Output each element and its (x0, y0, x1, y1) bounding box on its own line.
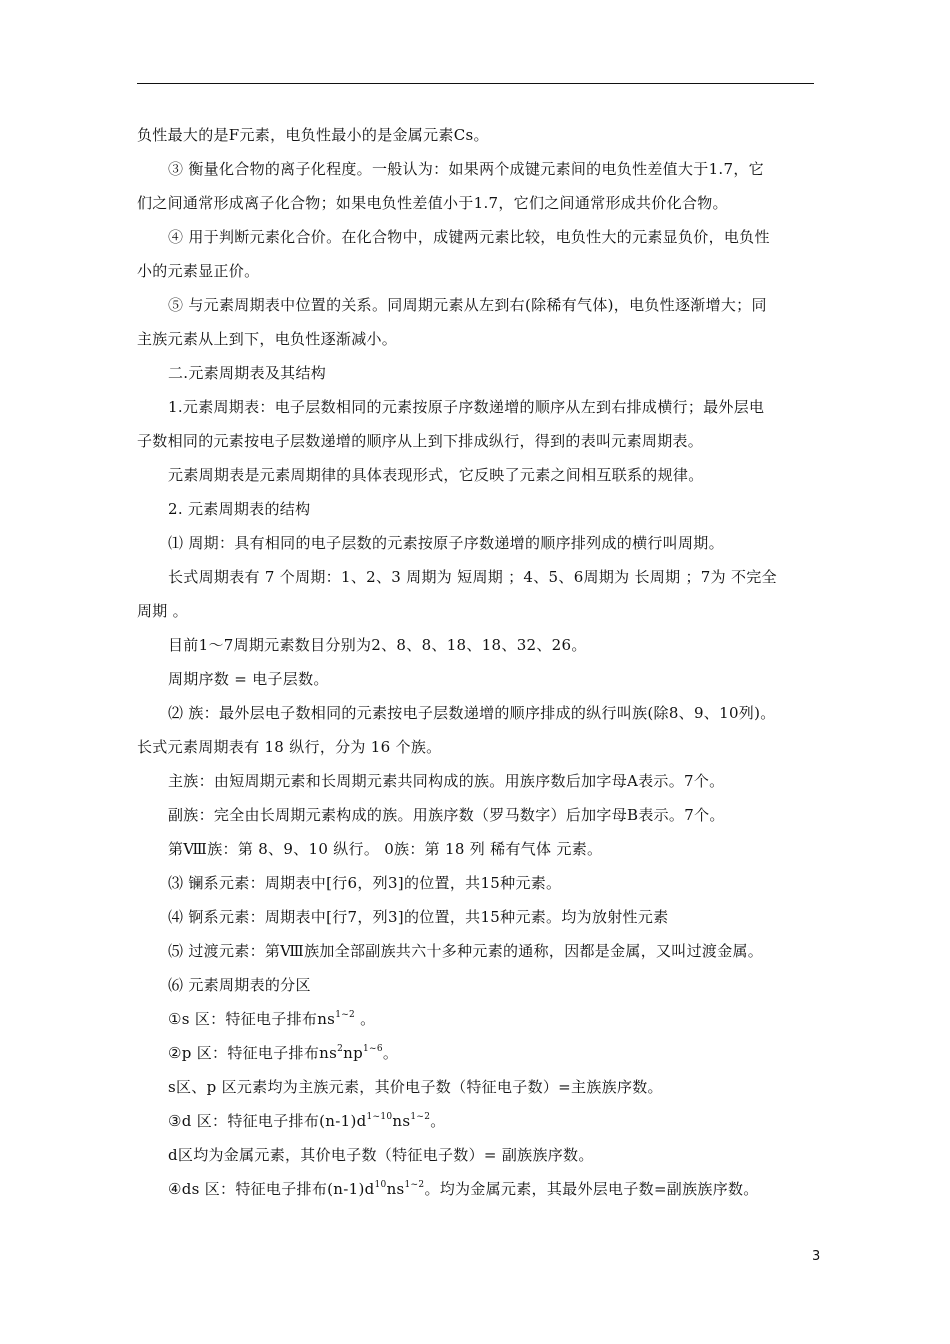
text-segment: 们之间通常形成离子化合物；如果电负性差值小于1.7，它们之间通常形成共价化合物。 (137, 194, 728, 212)
text-segment: 负性最大的是F元素，电负性最小的是金属元素Cs。 (137, 126, 489, 144)
superscript: 2 (337, 1044, 344, 1054)
text-segment: ⑷ 锕系元素：周期表中[行7，列3]的位置，共15种元素。均为放射性元素 (168, 908, 669, 926)
superscript: 1~2 (335, 1010, 356, 1020)
text-segment: 主族：由短周期元素和长周期元素共同构成的族。用族序数后加字母A表示。7个。 (168, 772, 725, 790)
text-line (137, 628, 817, 662)
superscript: 10 (374, 1180, 387, 1190)
text-segment: 主族元素从上到下，电负性逐渐减小。 (137, 330, 398, 348)
text-segment: 周期序数 = 电子层数。 (168, 670, 329, 688)
text-line (137, 288, 817, 322)
text-segment: 。均为金属元素，其最外层电子数=副族族序数。 (424, 1180, 759, 1198)
text-segment: 第Ⅷ族：第 8、9、10 纵行。 0族：第 18 列 稀有气体 元素。 (168, 840, 603, 858)
text-line (137, 492, 817, 526)
text-line (137, 152, 817, 186)
text-line (137, 458, 817, 492)
text-segment: 周期 。 (137, 602, 188, 620)
text-segment: 。 (355, 1010, 376, 1028)
text-segment: ⑶ 镧系元素：周期表中[行6，列3]的位置，共15种元素。 (168, 874, 562, 892)
text-line (137, 390, 817, 424)
text-segment: 目前1～7周期元素数目分别为2、8、8、18、18、32、26。 (168, 636, 587, 654)
text-line (137, 322, 817, 356)
text-segment: ns (386, 1180, 405, 1198)
text-line (137, 254, 817, 288)
text-segment: 元素周期表是元素周期律的具体表现形式，它反映了元素之间相互联系的规律。 (168, 466, 704, 484)
text-segment: ④ds 区：特征电子排布(n-1)d (168, 1180, 375, 1198)
superscript: 1~2 (410, 1112, 431, 1122)
text-line (137, 1002, 817, 1036)
text-segment: ⑹ 元素周期表的分区 (168, 976, 311, 994)
text-segment: ①s 区：特征电子排布ns (168, 1010, 336, 1028)
superscript: 1~6 (362, 1044, 383, 1054)
text-segment: 小的元素显正价。 (137, 262, 260, 280)
text-line (137, 1070, 817, 1104)
text-segment: ③ 衡量化合物的离子化程度。一般认为：如果两个成键元素间的电负性差值大于1.7，它 (168, 160, 764, 178)
text-segment: 1.元素周期表：电子层数相同的元素按原子序数递增的顺序从左到右排成横行；最外层电 (168, 398, 765, 416)
superscript: 1~10 (366, 1112, 393, 1122)
page-number: 3 (812, 1249, 821, 1264)
text-line (137, 220, 817, 254)
text-line (137, 968, 817, 1002)
document-body (137, 118, 817, 1206)
superscript: 1~2 (404, 1180, 425, 1190)
text-segment: ⑤ 与元素周期表中位置的关系。同周期元素从左到右(除稀有气体)，电负性逐渐增大；同 (168, 296, 767, 314)
text-line (137, 1172, 817, 1206)
text-segment: 。 (430, 1112, 446, 1130)
text-line (137, 1138, 817, 1172)
text-line (137, 560, 817, 594)
header-rule (137, 83, 814, 84)
text-line (137, 594, 817, 628)
text-line (137, 934, 817, 968)
text-segment: ③d 区：特征电子排布(n-1)d (168, 1112, 367, 1130)
text-segment: ns (392, 1112, 411, 1130)
text-segment: 长式元素周期表有 18 纵行，分为 16 个族。 (137, 738, 442, 756)
text-line (137, 900, 817, 934)
text-line (137, 832, 817, 866)
text-segment: 二.元素周期表及其结构 (168, 364, 327, 382)
text-line (137, 764, 817, 798)
text-segment: ②p 区：特征电子排布ns (168, 1044, 338, 1062)
text-line (137, 118, 817, 152)
text-segment: ⑴ 周期：具有相同的电子层数的元素按原子序数递增的顺序排列成的横行叫周期。 (168, 534, 724, 552)
text-line (137, 186, 817, 220)
text-line (137, 1104, 817, 1138)
text-segment: ④ 用于判断元素化合价。在化合物中，成键两元素比较，电负性大的元素显负价，电负性 (168, 228, 770, 246)
text-line (137, 866, 817, 900)
text-segment: 2. 元素周期表的结构 (168, 500, 311, 518)
text-line (137, 526, 817, 560)
text-line (137, 696, 817, 730)
text-line (137, 424, 817, 458)
text-segment: 长式周期表有 7 个周期：1、2、3 周期为 短周期 ；4、5、6周期为 长周期 ；7为 不完全 (168, 568, 777, 586)
text-segment: 子数相同的元素按电子层数递增的顺序从上到下排成纵行，得到的表叫元素周期表。 (137, 432, 704, 450)
text-line (137, 662, 817, 696)
text-line (137, 798, 817, 832)
text-segment: d区均为金属元素，其价电子数（特征电子数）= 副族族序数。 (168, 1146, 594, 1164)
text-segment: ⑵ 族：最外层电子数相同的元素按电子层数递增的顺序排成的纵行叫族(除8、9、10列)。 (168, 704, 776, 722)
text-segment: np (343, 1044, 363, 1062)
text-line (137, 1036, 817, 1070)
text-segment: s区、p 区元素均为主族元素，其价电子数（特征电子数）=主族族序数。 (168, 1078, 663, 1096)
text-segment: ⑸ 过渡元素：第Ⅷ族加全部副族共六十多种元素的通称，因都是金属，又叫过渡金属。 (168, 942, 764, 960)
text-line (137, 356, 817, 390)
text-segment: 副族：完全由长周期元素构成的族。用族序数（罗马数字）后加字母B表示。7个。 (168, 806, 725, 824)
text-segment: 。 (382, 1044, 399, 1062)
text-line (137, 730, 817, 764)
